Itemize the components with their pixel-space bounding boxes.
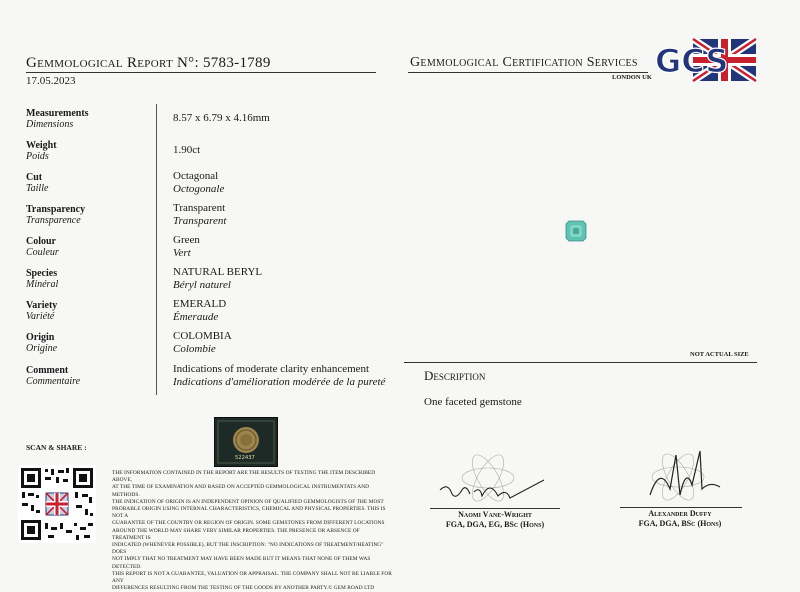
fields-divider — [156, 104, 157, 395]
field-label-fr: Poids — [26, 151, 49, 162]
signatory-2-name: Alexander Duffy — [648, 509, 712, 518]
report-date: 17.05.2023 — [26, 75, 76, 87]
field-value-fr: Octogonale — [173, 183, 225, 195]
signature-2-graphic — [610, 445, 750, 507]
field-row-comment — [26, 365, 80, 387]
field-label-fr: Transparence — [26, 215, 81, 226]
gemstone-photo — [565, 220, 587, 242]
field-row-measurements — [26, 108, 89, 130]
field-value-origin — [173, 330, 232, 356]
field-value: EMERALD — [173, 298, 227, 310]
disclaimer-line: THE INDICATION OF ORIGIN IS AN INDEPENDENT OPINION OF QUALIFIED GEMMOLOGISTS OF THE MOST — [112, 498, 384, 505]
field-value-colour — [173, 234, 200, 260]
report-title: Gemmological Report N°: 5783-1789 — [26, 55, 271, 71]
field-value: Transparent — [173, 202, 226, 214]
field-value-measurements: 8.57 x 6.79 x 4.16mm — [173, 112, 270, 124]
description-text: One faceted gemstone — [424, 396, 522, 408]
field-value: Indications of moderate clarity enhancement — [173, 363, 370, 375]
field-value-fr: Colombie — [173, 343, 216, 355]
signatory-1-name: Naomi Vane-Wright — [458, 510, 532, 519]
field-label-fr: Dimensions — [26, 119, 74, 130]
qr-code[interactable] — [18, 465, 96, 543]
field-label: Variety — [26, 300, 58, 311]
hologram-seal — [214, 417, 278, 467]
disclaimer-line: AROUND THE WORLD MAY SHARE VERY SIMILAR PROPERTIES. THE PRESENCE OR ABSENCE OF TREATMENT IS — [112, 527, 360, 541]
header-rule-right — [408, 72, 648, 73]
company-name: Gemmological Certification Services — [410, 55, 638, 70]
field-row-species — [26, 268, 58, 290]
field-value-transparency — [173, 202, 226, 228]
field-label-fr: Minéral — [26, 279, 59, 290]
signature-1-graphic — [420, 450, 560, 508]
field-label: Comment — [26, 365, 69, 376]
not-actual-size-caption: NOT ACTUAL SIZE — [690, 351, 749, 358]
field-label-fr: Variété — [26, 311, 55, 322]
disclaimer-line: GUARANTEE OF THE COUNTRY OR REGION OF ORIGIN. SOME GEMSTONES FROM DIFFERENT LOCATIONS — [112, 520, 385, 527]
union-flag-logo-graphic — [653, 38, 757, 82]
field-value-fr: Vert — [173, 247, 191, 259]
field-row-weight — [26, 140, 57, 162]
field-value: COLOMBIA — [173, 330, 232, 342]
field-value: Octagonal — [173, 170, 219, 182]
disclaimer-line: AT THE TIME OF EXAMINATION AND BASED ON ACCEPTED GEMMOLOGICAL INSTRUMENTATS AND METHODS. — [112, 484, 370, 498]
company-location: LONDON UK — [612, 74, 652, 81]
scan-share-label: SCAN & SHARE : — [26, 443, 87, 452]
gcs-logo — [653, 38, 757, 82]
signature-2-rule — [620, 507, 742, 508]
field-label: Colour — [26, 236, 56, 247]
description-title: Description — [424, 368, 486, 383]
field-label-fr: Commentaire — [26, 376, 81, 387]
field-value-weight: 1.90ct — [173, 144, 201, 156]
photo-rule — [404, 362, 757, 363]
field-value-species — [173, 266, 262, 292]
field-row-cut — [26, 172, 48, 194]
qr-code-graphic — [18, 465, 96, 543]
hologram-number: 522437 — [235, 455, 255, 461]
disclaimer-line: DIFFERENCES RESULTING FROM THE TESTING OF THE GOODS BY ANOTHER PARTY.© GEM ROAD LTD — [112, 585, 375, 592]
field-row-colour — [26, 236, 59, 258]
logo-lettering: GCS — [655, 42, 729, 80]
disclaimer-line: NOT IMPLY THAT NO TREATMENT MAY HAVE BEEN MADE BUT IT MEANS THAT NONE OF THEM WAS DETECTED. — [112, 556, 371, 570]
field-row-transparency — [26, 204, 85, 226]
signatory-1-quals: FGA, DGA, EG, BSc (Hons) — [445, 520, 545, 529]
field-label-fr: Origine — [26, 343, 58, 354]
field-value-fr: Transparent — [173, 215, 227, 227]
field-label: Measurements — [26, 108, 89, 119]
field-value-fr: Indications d'amélioration modérée de la pureté — [173, 376, 386, 388]
field-value: NATURAL BERYL — [173, 266, 263, 278]
field-value-comment — [173, 363, 413, 389]
field-value-cut — [173, 170, 224, 196]
field-label: Weight — [26, 140, 57, 151]
field-value: Green — [173, 234, 200, 246]
disclaimer-line: INDICATED (WHENEVER POSSIBLE), BUT THE INSCRIPTION: "NO INDICATIONS OF TREATMENT/HEATING" DOES — [112, 542, 384, 556]
disclaimer-line: THE INFORMATION CONTAINED IN THE REPORT ARE THE RESULTS OF TESTING THE ITEM DESCRIBED ABOVE, — [112, 470, 376, 484]
signature-block-1 — [420, 450, 560, 530]
field-row-variety — [26, 300, 57, 322]
disclaimer-line: THIS REPORT IS NOT A GUARANTEE, VALUATION OR APPRAISAL. THE COMPANY SHALL NOT BE LIABLE FOR ANY — [112, 570, 392, 585]
field-label: Cut — [26, 172, 43, 183]
signatory-2-quals: FGA, DGA, BSc (Hons) — [638, 519, 722, 528]
emerald-gem-image — [565, 220, 587, 242]
field-value-variety — [173, 298, 226, 324]
header-rule-left — [26, 72, 376, 73]
field-label-fr: Taille — [26, 183, 49, 194]
field-label: Transparency — [26, 204, 86, 215]
field-label: Species — [26, 268, 58, 279]
disclaimer-text — [112, 470, 392, 592]
disclaimer-line: PROBABLE ORIGIN USING INTERNAL CHARACTERISTICS, CHEMICAL AND PHYSICAL PROPERTIES. THIS IS NOT A — [112, 506, 386, 520]
signature-block-2 — [610, 445, 750, 530]
field-row-origin — [26, 332, 57, 354]
field-value-fr: Émeraude — [173, 311, 219, 323]
field-label: Origin — [26, 332, 55, 343]
field-value-fr: Béryl naturel — [173, 279, 231, 291]
field-label-fr: Couleur — [26, 247, 59, 258]
signature-1-rule — [430, 508, 560, 509]
